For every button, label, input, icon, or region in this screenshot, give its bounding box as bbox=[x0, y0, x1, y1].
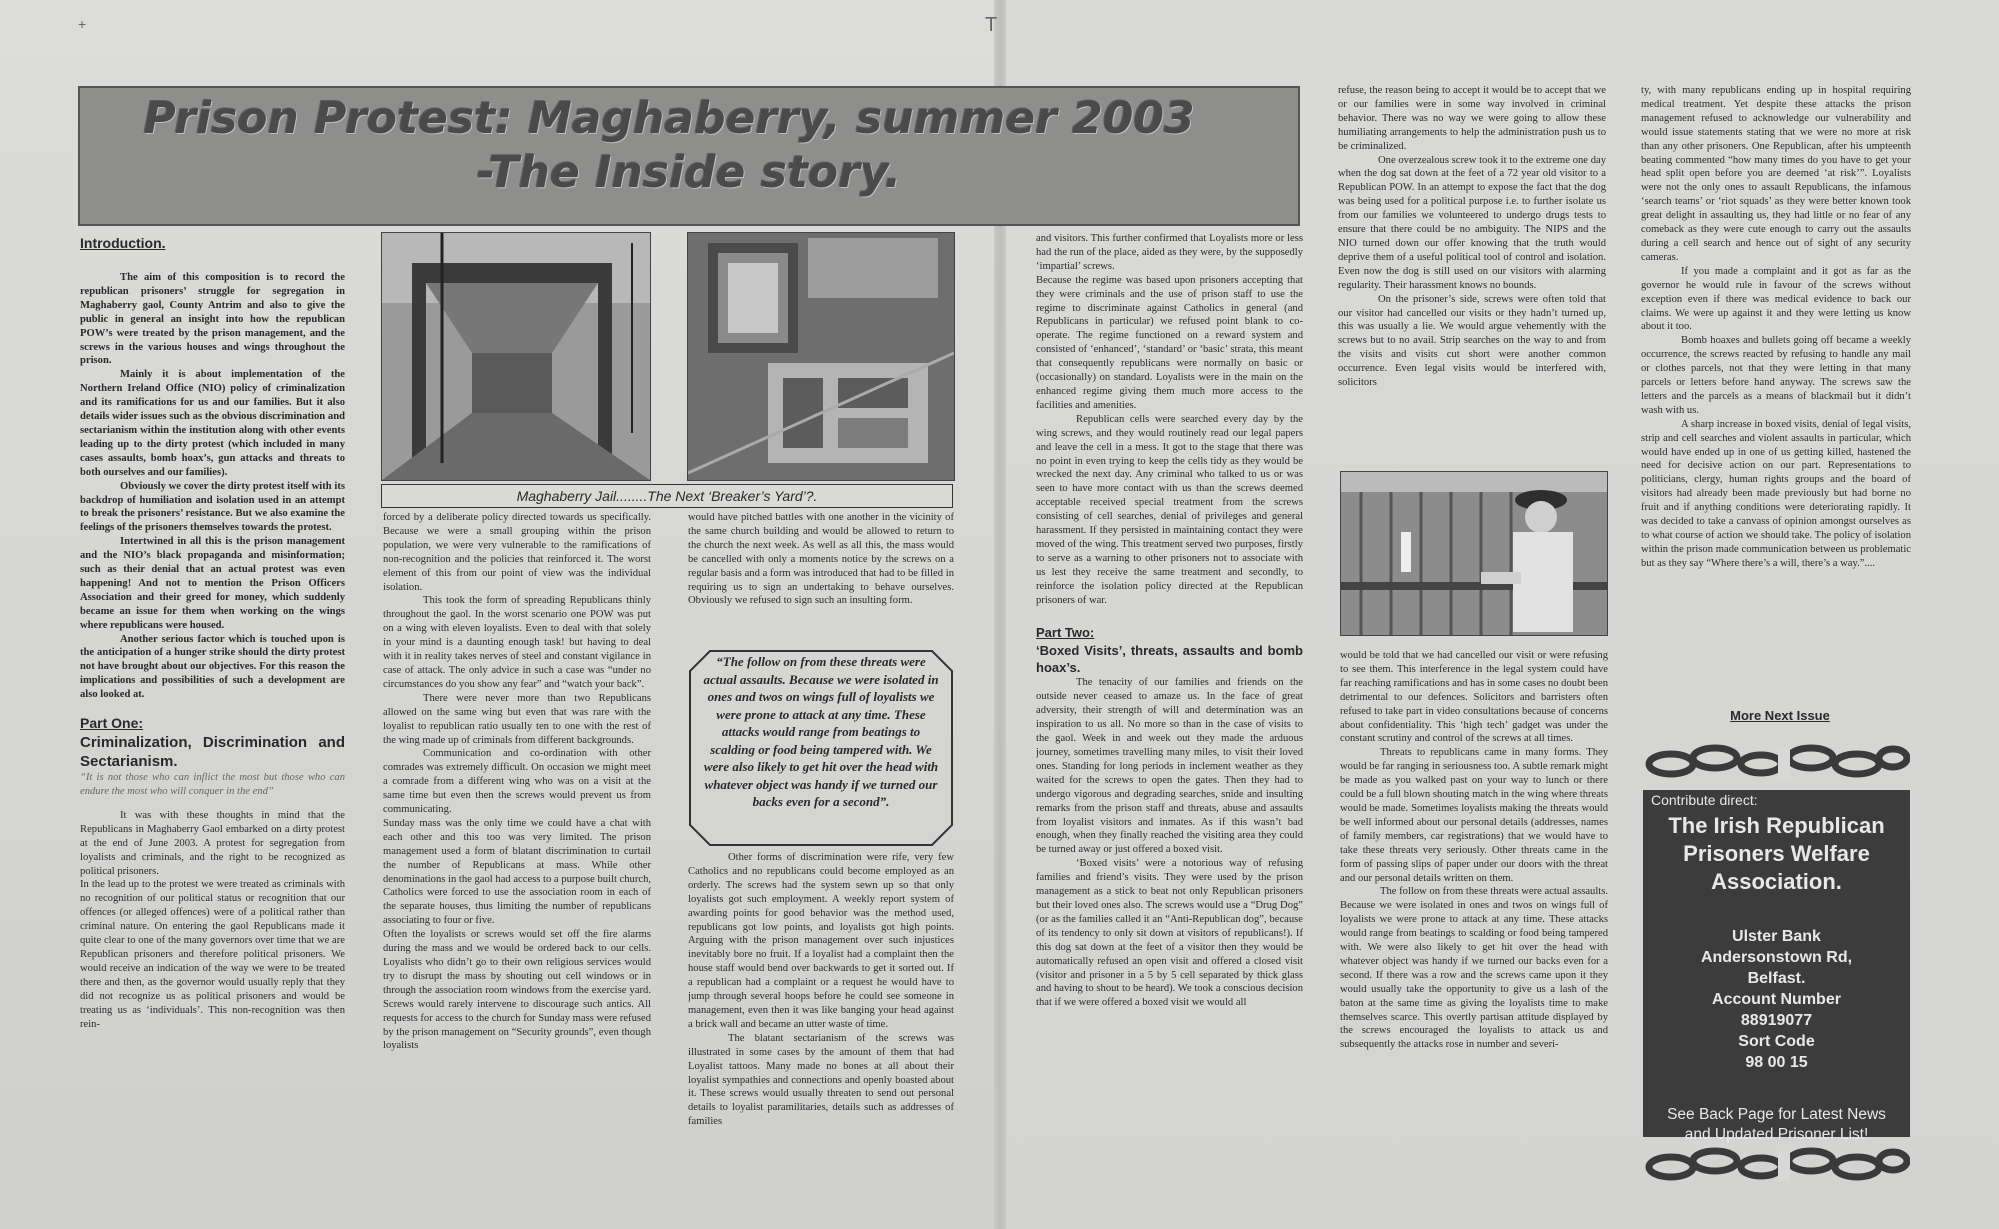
body-paragraph: Threats to republicans came in many forms. They would be far ranging in seriousness too. A subtle remark might be made as you walked past on your way to lunch or there could be a full blown shouting match in the wing where threats would be made. Sometimes loyalists making the threats would be well informed about our personal details (addresses, names of family members, car registrations) that we would have to take these threats very seriously. Other threats came in the form of passing slips of paper under our doors with the threat and our personal details written on them. bbox=[1340, 747, 1608, 884]
intro-paragraph: Intertwined in all this is the prison management and the NIO’s black propaganda and misinformation; such as their denial that an actual protest was even happening! And not to mention the Prison Officers Association and their greed for money, which suddenly became an issue for them when working on the wings where republicans were housed. bbox=[80, 536, 345, 631]
body-paragraph: In the lead up to the protest we were treated as criminals with no recognition of our political status or recognition that our offences (or alleged offences) were of a political rather than criminal nature. On entering the gaol Republicans made it quite clear to one of the many governors over time that we are Republican prisoners and therefore political prisoners. We would receive an indication of the way we were to be treated there and then, as the governor would usually reply that they did not recognize us as political prisoners and would be treating us as ‘individuals’. This non-recognition was then rein- bbox=[80, 879, 345, 1030]
organisation-name bbox=[1643, 812, 1910, 896]
intro-paragraph: Obviously we cover the dirty protest itself with its backdrop of humiliation and isolation used in an attempt to break the prisoners’ resistance. But we also examine the feelings of the prisoners themselves towards the protest. bbox=[80, 480, 345, 534]
chain-icon bbox=[1643, 740, 1910, 782]
contribute-label: Contribute direct: bbox=[1651, 792, 1758, 808]
bank-line: Sort Code bbox=[1738, 1033, 1815, 1050]
chain-icon bbox=[1643, 1143, 1910, 1185]
broken-chain-graphic bbox=[1643, 1143, 1910, 1185]
photo-prison-officer bbox=[1340, 471, 1608, 636]
column-1 bbox=[80, 234, 345, 1224]
prison-officer-image bbox=[1341, 472, 1607, 635]
pull-quote-text: “The follow on from these threats were actual assaults. Because we were isolated in ones and twos on wings full of loyalists we were prone to attack at any time. These attacks would range from beatings to scalding or food being tampered with. We were also likely to get hit over the head with whatever object was handy if we turned our backs even for a second”. bbox=[703, 654, 939, 809]
footer-line: See Back Page for Latest News bbox=[1667, 1106, 1886, 1123]
part-one-title: Criminalization, Discrimination and Sectarianism. bbox=[80, 734, 345, 771]
footer-line: and Updated Prisoner List! bbox=[1684, 1126, 1869, 1143]
body-paragraph: would be told that we had cancelled our visit or were refusing to see them. This interference in the legal system could have far reaching ramifications and has in some cases no doubt been detrimental to our defences. Solicitors and barristers often refused to take part in video consultations because of concerns about confidentiality. This ‘high tech’ gadget was under the constant scrutiny and control of the screws at all times. bbox=[1340, 650, 1608, 745]
column-2 bbox=[383, 511, 651, 1224]
column-5-bottom bbox=[1340, 649, 1608, 1224]
bank-line: Belfast. bbox=[1747, 970, 1806, 987]
broken-chain-graphic bbox=[1643, 740, 1910, 782]
body-paragraph: The blatant sectarianism of the screws was illustrated in some cases by the amount of them that had Loyalist tattoos. Many made no bones at all about their loyalist sympathies and connections and openly boasted about it. These screws would usually threaten to send out personal details to loyalist paramilitaries, details such as addresses of families bbox=[688, 1032, 954, 1128]
contribute-box bbox=[1643, 790, 1910, 1143]
org-line: Prisoners Welfare bbox=[1683, 841, 1870, 866]
body-paragraph: A sharp increase in boxed visits, denial of legal visits, strip and cell searches and violent assaults in particular, which would have ended up in one of us getting killed, hastened the need for decisive action on our part. Representations to politicians, clergy, human rights groups and the board of visitors had already been made previously but had borne no fruit and if anything conditions were deteriorating rapidly. It was decided to take a canvass of opinion amongst ourselves as to what course of action we should take. The policy of isolation within the prison made communication between us problematic but as they say “Where there’s a will, there’s a way.”.... bbox=[1641, 418, 1911, 569]
body-paragraph: One overzealous screw took it to the extreme one day when the dog sat down at the feet of a 72 year old visitor to a Republican POW. In an attempt to expose the fact that the dog was being used for a political purpose i.e. to further isolate us from our families we volunteered to undergo drugs tests to ensure that there could be no ambiguity. The NIPS and the NIO turned down our offer knowing that the truth would deprive them of a useful political tool of control and isolation. Even now the dog is still used on our visitors with alarming regularity. Their harassment knows no bounds. bbox=[1338, 154, 1606, 291]
body-paragraph: The tenacity of our families and friends on the outside never ceased to amaze us. In the face of great adversity, their strength of will and determination was an inspiration to us all. No more so than in the case of visits to the gaol. Week in and week out they made the arduous journey, sometimes travelling many miles, to visit their loved ones. Standing for long periods in inclement weather as they waited for the screws to open the gates. Then they had to undergo vigorous and degrading searches, snide and insulting remarks from the prison staff and threats, abuse and assaults from loyalist visitors and inmates. As if this wasn’t bad enough, when they finally reached the visiting area they could be turned away or just offered a boxed visit. bbox=[1036, 677, 1303, 856]
body-paragraph: Communication and co-ordination with other comrades was extremely difficult. On occasion we might meet a comrade from a different wing who was on a visit at the same time but even then the screws would prevent us from communicating. bbox=[383, 748, 651, 816]
body-paragraph: It was with these thoughts in mind that the Republicans in Maghaberry Gaol embarked on a dirty protest at the end of June 2003. A protest for segregation from loyalists and criminals, and the right to be recognized as political prisoners. bbox=[80, 809, 345, 877]
body-paragraph: forced by a deliberate policy directed towards us specifically. Because we were a small grouping within the prison population, we were very vulnerable to the ramifications of non-recognition and the policies that reinforced it. The worst element of this from our point of view was the individual isolation. bbox=[383, 512, 651, 593]
registration-mark: + bbox=[78, 16, 87, 32]
intro-paragraph: The aim of this composition is to record the republican prisoners’ struggle for segregation in Maghaberry gaol, County Antrim and also to give the public in general an insight into how the republican POW’s were treated by the prison management, and the screws in the various houses and wings throughout the prison. bbox=[80, 272, 345, 367]
body-paragraph: The follow on from these threats were actual assaults. Because we were isolated in ones and twos on wings full of loyalists we were prone to attack at any time. These attacks would range from beatings to scalding or food being tampered with. We were also likely to get hit over the head with whatever object was handy if we turned our backs even for a second. If there was a row and the screws came upon it they would usually take the opportunity to give us a lash of the baton at the same time as giving the loyalists time to make themselves scarce. This overtly partisan attitude displayed by the screws encouraged the loyalists to attack us and subsequently the attacks rose in number and severi- bbox=[1340, 886, 1608, 1051]
column-3-bottom bbox=[688, 851, 954, 1224]
intro-paragraph: Mainly it is about implementation of the Northern Ireland Office (NIO) policy of criminalization and its ramifications for us and our families. But it also details wider issues such as the obvious discrimination and sectarianism within the institution along with other events leading up to the dirty protest (which included in many cases assaults, bomb hoax’s, gun attacks and threats to both ourselves and our families). bbox=[80, 369, 345, 478]
sort-code: 98 00 15 bbox=[1745, 1054, 1808, 1071]
photo-aerial-prison bbox=[687, 232, 955, 481]
body-paragraph: On the prisoner’s side, screws were often told that our visitor had cancelled our visits or they hadn’t turned up, this was usually a lie. We would argue vehemently with the screws but to no avail. Strip searches on the way to and from the visits and visits cut short were another common occurrence. Even legal visits would be interfered with, solicitors bbox=[1338, 293, 1606, 389]
body-paragraph: Sunday mass was the only time we could have a chat with each other and this too was very limited. The prison management used a form of blatant discrimination to curtail the number of Republicans at mass. While other denominations in the gaol had access to a purpose built church, Catholics were forced to use the association room in each of the separate houses, thus limiting the number of republicans associating to four or five. bbox=[383, 817, 651, 927]
column-5-top bbox=[1338, 84, 1606, 464]
pull-quote bbox=[688, 649, 954, 847]
body-paragraph: Because the regime was based upon prisoners accepting that they were criminals and the use of prison staff to use the regime to discriminate against Catholics in general (and Republicans in particular) we refused point blank to co-operate. The regime functioned on a reward system and consisted of ‘enhanced’, ‘standard’ or ‘basic’ strata, this meant that consequently republicans were normally on basic or (occasionally) on standard. Loyalists were in the main on the enhanced regime giving them much more access to the facilities and amenities. bbox=[1036, 274, 1303, 411]
body-paragraph: ty, with many republicans ending up in hospital requiring medical treatment. Yet despite these attacks the prison management refused to acknowledge our vulnerability and would issue statements stating that we were no more at risk than any other prisoners. One Republican, after his umpteenth beating commented “how many times do you have to get your head split open before you are deemed ‘at risk’”. Loyalists were not the only ones to assault Republicans, the infamous ‘search teams’ or ‘riot squads’ as they were better known took great delight in assaulting us, they had little or no fear of any comeback as they were cute enough to carry out the assaults during a cell search and hence out of sight of any security cameras. bbox=[1641, 85, 1911, 263]
part-two-label: Part Two: bbox=[1036, 625, 1095, 641]
body-paragraph: Republican cells were searched every day by the wing screws, and they would routinely read our legal papers and leave the cell in a mess. It got to the stage that there was no point in even trying to keep the cells tidy as they would be wrecked the next day. Any criminal who talked to us or was seen to have more contact with us than the screws deemed acceptable received special treatment from the screws consisting of cell searches, denial of privileges and general harassment. If they persisted in maintaining contact they were moved of the wing. This treatment served two purposes, firstly to serve as a warning to other prisoners not to associate with us lest they receive the same treatment and secondly, to reinforce the isolation policy directed at the Republican prisoners of war. bbox=[1036, 413, 1303, 606]
bank-details bbox=[1643, 926, 1910, 1073]
body-paragraph: ‘Boxed visits’ were a notorious way of refusing families and friend’s visits. They were used by the prison management as a stick to beat not only Republican prisoners but their loved ones also. The screws would use a “Drug Dog” (or as the families called it an “Anti-Republican dog”, because of its tendency to only sit down at visitors of republicans!). If this dog sat down at the feet of a visitor then they would be automatically refused an open visit and offered a closed visit (visitor and prisoner in a 5 by 5 cell separated by thick glass and having to shout to be heard). We took a conscious decision that if we were offered a boxed visit we would all bbox=[1036, 858, 1303, 1009]
headline-banner bbox=[78, 86, 1300, 226]
body-paragraph: There were never more than two Republicans allowed on the same wing but even that was rare with the loyalist to republican ratio usually ten to one with the rest of the wing made up of criminals from different backgrounds. bbox=[383, 692, 651, 746]
body-paragraph: If you made a complaint and it got as far as the governor he would rule in favour of the screws without exception even if there was medical evidence to back our claims. We were up against it and they were letting us know about it too. bbox=[1641, 265, 1911, 333]
more-next-issue: More Next Issue bbox=[1730, 708, 1830, 723]
photo-prison-gate bbox=[381, 232, 651, 481]
org-line: The Irish Republican bbox=[1668, 813, 1885, 838]
bank-line: Ulster Bank bbox=[1732, 928, 1821, 945]
intro-paragraph: Another serious factor which is touched upon is the anticipation of a hunger strike should the dirty protest not have brought about our objectives. For this reason the implications and possibilities of such a development are also looked at. bbox=[80, 633, 345, 701]
headline-line-2: -The Inside story. bbox=[476, 147, 902, 198]
prison-gate-image bbox=[382, 233, 650, 480]
column-3-top bbox=[688, 511, 954, 647]
body-paragraph: This took the form of spreading Republicans thinly throughout the gaol. In the worst scenario one POW was put on a wing with eleven loyalists. Even to deal with that solely in your mind is a daunting enough task! but having to deal with it in reality takes nerves of steel and constant vigilance in case of attack. The only advice in such a case was “under no circumstances do you show any fear” and “watch your back”. bbox=[383, 595, 651, 690]
section-heading-introduction: Introduction. bbox=[80, 235, 166, 251]
crop-mark: T bbox=[985, 14, 998, 36]
account-number: 88919077 bbox=[1740, 1012, 1813, 1029]
bank-line: Account Number bbox=[1712, 991, 1841, 1008]
body-paragraph: Bomb hoaxes and bullets going off became a weekly occurrence, the screws reacted by refusing to handle any mail or clothes parcels, not that they were letting in that many parcels or letters before hand anyway. The screws saw the letters and the parcels as a means of blackmail but it didn’t wash with us. bbox=[1641, 335, 1911, 416]
part-one-label: Part One: bbox=[80, 715, 144, 732]
bank-line: Andersonstown Rd, bbox=[1700, 949, 1853, 966]
body-paragraph: refuse, the reason being to accept it would be to accept that we or our families were in some way involved in criminal behavior. There was no way we were going to allow these humiliating arrangements to help the administration push us to be criminalized. bbox=[1338, 85, 1606, 152]
column-4 bbox=[1036, 232, 1303, 1224]
aerial-prison-image bbox=[688, 233, 954, 480]
org-line: Association. bbox=[1711, 869, 1842, 894]
body-paragraph: Other forms of discrimination were rife, very few Catholics and no republicans could become employed as an orderly. The screws had the system sewn up so that only loyalists got such employment. A weekly report system of awarding points for good behavior was the method used, republicans got low points, and loyalists got high points. Arguing with the prison management over such injustices inevitably bore no fruit. If a loyalist had a complaint then the house staff would bend over backwards to get it sorted out. If a republican had a complaint or a request he would have to jump through several hoops before he could see someone in management, even then it was like banging your head against a brick wall and became an utter waste of time. bbox=[688, 852, 954, 1030]
body-paragraph: would have pitched battles with one another in the vicinity of the same church building and would be allowed to return to the church the next week. As well as all this, the mass would be cancelled with only a moments notice by the screws on a regular basis and a form was introduced that had to be filled in requiring us to sign an undertaking to behave ourselves. Obviously we refused to sign such an insulting form. bbox=[688, 512, 954, 607]
part-two-title: ‘Boxed Visits’, threats, assaults and bomb hoax’s. bbox=[1036, 643, 1303, 676]
box-footer bbox=[1643, 1105, 1910, 1145]
column-6 bbox=[1641, 84, 1911, 704]
photo-caption: Maghaberry Jail........The Next ‘Breaker’s Yard’?. bbox=[381, 484, 953, 508]
body-paragraph: and visitors. This further confirmed that Loyalists more or less had the run of the place, aided as they were, by the supposedly ‘impartial’ screws. bbox=[1036, 233, 1303, 272]
headline-line-1: Prison Protest: Maghaberry, summer 2003 bbox=[143, 93, 1195, 144]
part-one-quote: “It is not those who can inflict the most but those who can endure the most who will conquer in the end” bbox=[80, 772, 345, 797]
body-paragraph: Often the loyalists or screws would set off the fire alarms during the mass and we would be ordered back to our cells. Loyalists who didn’t go to their own religious services would try to disrupt the mass by shouting out cell windows or in through the association room windows from the exercise yard. Screws would rarely intervene to discourage such antics. All requests for access to the church for Sunday mass were refused by the prison management on “Security grounds”, even though loyalists bbox=[383, 929, 651, 1052]
